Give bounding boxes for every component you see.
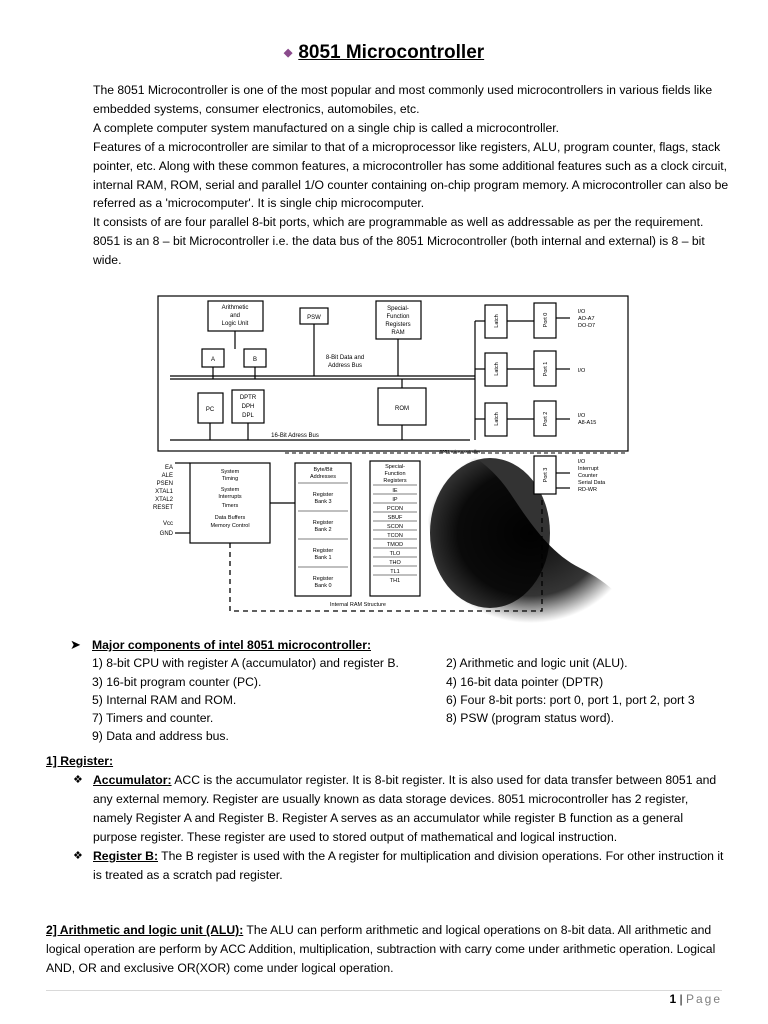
alu-label: Arithmetic [221,305,249,311]
svg-text:EA: EA [164,465,173,471]
svg-text:Interrupts: Interrupts [218,494,242,500]
component-list [92,654,740,745]
bullet-icon: ◆ [283,47,293,60]
intro-paragraph: The 8051 Microcontroller is one of the most popular and most commonly used microcontrollers in various fields like embedded systems, consumer electronics, automobiles, etc. [93,83,713,116]
register-section [46,752,726,885]
svg-text:Latch: Latch [494,314,500,328]
footer-divider [46,990,722,991]
intro-paragraph: It consists of are four parallel 8-bit ports, which are programmable as well as addressable as per the requirement. [93,215,704,230]
list-item: 6) Four 8-bit ports: port 0, port 1, port 2, port 3 [446,692,695,707]
list-item: 4) 16-bit data pointer (DPTR) [446,674,604,689]
svg-text:TH1: TH1 [389,578,401,584]
svg-text:8-Bit Data and: 8-Bit Data and [325,355,365,361]
svg-text:IE: IE [392,488,398,494]
pc-label: PC [205,407,215,413]
svg-text:Registers: Registers [383,478,407,484]
svg-text:TLO: TLO [389,551,401,557]
svg-text:System: System [220,469,240,475]
svg-text:AO-A7: AO-A7 [578,316,595,322]
svg-text:GND: GND [159,531,173,537]
svg-text:Timers: Timers [221,503,239,509]
svg-text:Bank 0: Bank 0 [314,583,332,589]
list-item: 7) Timers and counter. [92,711,214,726]
rom-label: ROM [395,406,409,412]
svg-text:Registers: Registers [385,322,411,328]
svg-text:Logic Unit: Logic Unit [221,321,249,327]
svg-text:Register: Register [312,548,334,554]
svg-text:Timing: Timing [221,476,239,482]
svg-text:Vcc: Vcc [162,521,173,527]
svg-text:Special-: Special- [385,464,405,470]
svg-text:Addresses: Addresses [310,474,336,480]
svg-text:THO: THO [389,560,401,566]
page-word: Page [685,992,722,1006]
list-item: 2) Arithmetic and logic unit (ALU). [446,656,628,671]
svg-text:RESET: RESET [152,505,173,511]
psw-label: PSW [307,315,321,321]
svg-text:Latch: Latch [494,412,500,426]
svg-text:Address Bus: Address Bus [327,363,363,369]
svg-text:XTAL2: XTAL2 [155,497,173,503]
svg-text:TCON: TCON [387,533,403,539]
alu-section [46,921,726,978]
svg-text:I/O: I/O [578,309,586,315]
svg-text:DO-D7: DO-D7 [578,323,596,329]
svg-text:and: and [229,313,241,319]
svg-text:System: System [220,487,240,493]
svg-text:XTAL1: XTAL1 [155,489,173,495]
intro-paragraph: 8051 is an 8 – bit Microcontroller i.e. the data bus of the 8051 Microcontroller (both internal and external) is 8 – bit wide. [93,234,705,268]
svg-text:PCON: PCON [387,506,403,512]
svg-text:DPH: DPH [241,404,255,410]
svg-text:A8-A15: A8-A15 [578,420,597,426]
svg-text:Latch: Latch [494,362,500,376]
svg-text:Function: Function [384,471,406,477]
svg-text:Port 0: Port 0 [543,312,549,328]
list-item: 9) Data and address bus. [92,729,229,744]
register-b-item [46,847,726,885]
alu-heading: 2] Arithmetic and logic unit (ALU): [46,923,244,937]
svg-text:ALE: ALE [161,473,173,479]
diamond-bullet-icon: ❖ [73,850,83,862]
svg-text:RAM: RAM [391,330,405,336]
reg-a-label: A [210,357,216,363]
accumulator-item [46,771,726,847]
register-heading: 1] Register: [46,754,114,768]
svg-text:Port 1: Port 1 [543,361,549,377]
page-footer [669,992,722,1006]
svg-text:PSEN: PSEN [156,481,173,487]
footer-separator: | [676,992,686,1006]
reg-b-label: B [252,357,258,363]
svg-text:I/O: I/O [578,459,586,465]
svg-text:Register: Register [312,520,334,526]
svg-text:TMOD: TMOD [386,542,404,548]
svg-text:DPTR: DPTR [239,395,257,401]
intro-text [93,81,733,270]
svg-text:Bank 2: Bank 2 [314,527,332,533]
addr-bus-label: 16-Bit Adress Bus [271,433,319,439]
intro-paragraph: A complete computer system manufactured on a single chip is called a microcontroller. [93,120,560,135]
register-b-text: The B register is used with the A register for multiplication and division operations. For other instruction it is treated as a scratch pad register. [93,849,724,882]
major-components [70,636,740,746]
svg-text:8051 microcontroller: 8051 microcontroller [439,449,481,454]
alu-text: The ALU can perform arithmetic and logical operations on 8-bit data. All arithmetic and logical operation are perform by ACC Addition, multiplication, subtraction with carry come under arithmetic operation. Logical AND, OR and exclusive OR(XOR) come under logical operation. [46,923,716,975]
block-diagram [130,293,640,623]
svg-text:Special-: Special- [387,306,409,312]
svg-text:Port 2: Port 2 [543,411,549,427]
diamond-bullet-icon: ❖ [73,774,83,786]
list-item: 5) Internal RAM and ROM. [92,692,237,707]
svg-text:SBUF: SBUF [387,515,403,521]
svg-text:Counter: Counter [578,473,598,479]
svg-text:I/O: I/O [578,413,586,419]
accumulator-label: Accumulator: [93,773,172,787]
svg-text:DPL: DPL [242,413,254,419]
svg-text:SCON: SCON [387,524,403,530]
intro-paragraph: Features of a microcontroller are similar to that of a microprocessor like registers, ALU, program counter, flags, stack pointer, etc. Along with these common features, a microcontroller has some additional features such as a clock circuit, internal RAM, ROM, serial and parallel 1/O counter containing on-chip program memory. A microcontroller can also be referred as a 'microcomputer'. It is single chip microcomputer. [93,139,729,211]
list-item: 8) PSW (program status word). [446,711,614,726]
accumulator-text: ACC is the accumulator register. It is 8-bit register. It is also used for data transfer between 8051 and any external memory. Register are usually known as data storage devices. 8051 microcontroller has 2 register, namely Register A and Register B. Register A serves as an accumulator while register B function as a general purpose register. These register are used to stored output of mathematical and logical instruction. [93,773,717,844]
svg-text:Memory Control: Memory Control [210,523,250,529]
svg-text:Register: Register [312,576,334,582]
svg-text:Interrupt: Interrupt [578,466,599,472]
page-title [0,42,768,64]
arrow-bullet-icon: ➤ [70,637,81,652]
svg-text:I/O: I/O [578,368,586,374]
svg-text:Serial Data: Serial Data [578,480,606,486]
svg-text:Function: Function [386,314,410,320]
list-item: 1) 8-bit CPU with register A (accumulator) and register B. [92,656,399,671]
page-number: 1 [669,992,677,1006]
svg-text:Data Buffers: Data Buffers [214,515,246,521]
svg-text:RD-WR: RD-WR [578,487,597,493]
major-heading: Major components of intel 8051 microcontroller: [92,638,372,652]
svg-text:Register: Register [312,492,334,498]
svg-text:TL1: TL1 [390,569,400,575]
svg-text:Bank 3: Bank 3 [314,499,332,505]
svg-text:Byte/Bit: Byte/Bit [313,467,333,473]
register-b-label: Register B: [93,849,159,863]
svg-text:IP: IP [392,497,398,503]
ram-caption: Internal RAM Structure [330,602,386,608]
svg-text:Bank 1: Bank 1 [314,555,332,561]
list-item: 3) 16-bit program counter (PC). [92,674,262,689]
svg-text:Port 3: Port 3 [543,467,549,483]
title-text: 8051 Microcontroller [298,42,485,63]
